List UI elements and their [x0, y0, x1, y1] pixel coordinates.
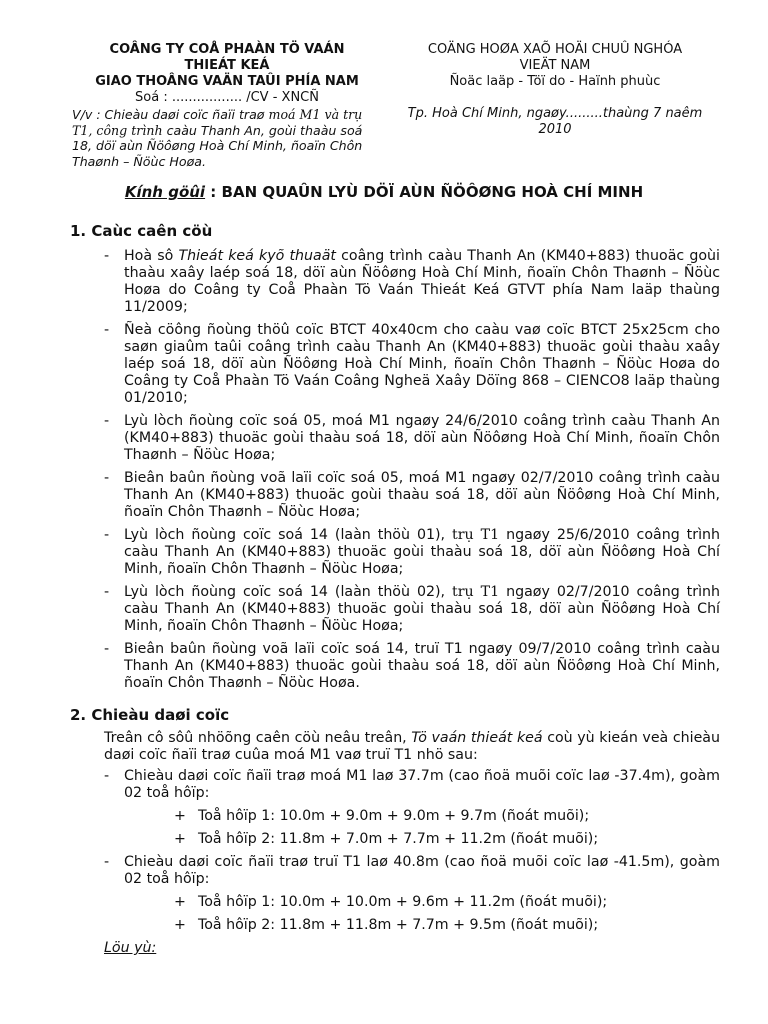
list-item: - Chieàu daøi coïc ñaïi traø truï T1 laø 40.8m (cao ñoä muõi coïc laø -41.5m), goàm 02 toå hôïp: [104, 854, 720, 887]
combination-item: + Toå hôïp 1: 10.0m + 10.0m + 9.6m + 11.2m (ñoát muõi); [174, 894, 608, 910]
document-number: Soá : ................. /CV - XNCÑ [135, 90, 319, 105]
section2-body [104, 730, 720, 957]
national-header [400, 42, 710, 138]
section1-heading: 1. Caùc caên cöù [70, 222, 213, 240]
document-subject: V/v : Chieàu daøi coïc ñaïi traø moá M1 và trụ T1, công trình caàu Thanh An, goùi thaàu soá 18, döï aùn Ñöôøng Hoà Chí Minh, ñoaïn Chôn Thaønh – Ñöùc Hoøa. [72, 107, 363, 169]
national-title-line2: VIEÄT NAM [519, 58, 591, 73]
list-item: - Lyù lòch ñoùng coïc soá 14 (laàn thöù 01), trụ T1 ngaøy 25/6/2010 coâng trình caàu Thanh An (KM40+883) thuoäc goùi thaàu soá 18, döï aùn Ñöôøng Hoà Chí Minh, ñoaïn Chôn Thaønh – Ñöùc Hoøa; [104, 527, 720, 577]
list-item: - Chieàu daøi coïc ñaïi traø moá M1 laø 37.7m (cao ñoä muõi coïc laø -37.4m), goàm 02 toå hôïp: [104, 768, 720, 801]
list-item: - Bieân baûn ñoùng voã laïi coïc soá 14, truï T1 ngaøy 09/7/2010 coâng trình caàu Thanh An (KM40+883) thuoäc goùi thaàu soá 18, döï aùn Ñöôøng Hoà Chí Minh, ñoaïn Chôn Thaønh – Ñöùc Hoøa. [104, 641, 720, 691]
company-name-line1: COÂNG TY COÅ PHAÀN TÖ VAÁN [109, 42, 345, 57]
section2-intro: Treân cô sôû nhöõng caên cöù neâu treân, Tö vaán thieát keá coù yù kieán veà chieàu daøi coïc ñaïi traø cuûa moá M1 vaø truï T1 nhö sau: [104, 730, 720, 763]
list-item: - Lyù lòch ñoùng coïc soá 05, moá M1 ngaøy 24/6/2010 coâng trình caàu Thanh An (KM40+883) thuoäc goùi thaàu soá 18, döï aùn Ñöôøng Hoà Chí Minh, ñoaïn Chôn Thaønh – Ñöùc Hoøa; [104, 413, 720, 463]
recipient-label: Kính göûi [124, 183, 206, 201]
list-item: - Bieân baûn ñoùng voã laïi coïc soá 05, moá M1 ngaøy 02/7/2010 coâng trình caàu Thanh An (KM40+883) thuoäc goùi thaàu soá 18, döï aùn Ñöôøng Hoà Chí Minh, ñoaïn Chôn Thaønh – Ñöùc Hoøa; [104, 470, 720, 520]
recipient-name: : BAN QUAÛN LYÙ DÖÏ AÙN ÑÖÔØNG HOÀ CHÍ MINH [205, 183, 644, 201]
recipient-line [0, 183, 768, 201]
combination-item: + Toå hôïp 1: 10.0m + 9.0m + 9.0m + 9.7m (ñoát muõi); [174, 808, 590, 824]
national-title-line1: COÄNG HOØA XAÕ HOÄI CHUÛ NGHÓA [427, 42, 683, 57]
national-motto: Ñoäc laäp - Töï do - Haïnh phuùc [449, 74, 661, 89]
list-item: - Hoà sô Thieát keá kyõ thuaät coâng trình caàu Thanh An (KM40+883) thuoäc goùi thaàu xaây laép soá 18, döï aùn Ñöôøng Hoà Chí Minh, ñoaïn Chôn Thaønh – Ñöùc Hoøa do Coâng ty Coå Phaàn Tö Vaán Thieát Keá GTVT phía Nam laäp thaùng 11/2009; [104, 248, 720, 315]
combination-item: + Toå hôïp 2: 11.8m + 7.0m + 7.7m + 11.2m (ñoát muõi); [174, 831, 599, 847]
document-date: Tp. Hoà Chí Minh, ngaøy.........thaùng 7 naêm 2010 [407, 106, 703, 137]
combination-item: + Toå hôïp 2: 11.8m + 11.8m + 7.7m + 9.5m (ñoát muõi); [174, 917, 599, 933]
company-name-line2: THIEÁT KEÁ [184, 58, 270, 73]
section1-list [104, 248, 720, 698]
list-item: - Ñeà cöông ñoùng thöû coïc BTCT 40x40cm cho caàu vaø coïc BTCT 25x25cm cho saøn giaûm taûi coâng trình caàu Thanh An (KM40+883) thuoäc goùi thaàu xaây laép soá 18, döï aùn Ñöôøng Hoà Chí Minh, ñoaïn Chôn Thaønh – Ñöùc Hoøa do Coâng ty Coå Phaàn Tö Vaán Coâng Ngheä Xaây Döïng 868 – CIENCO8 laäp thaùng 01/2010; [104, 322, 720, 406]
company-name-line3: GIAO THOÂNG VAÄN TAÛI PHÍA NAM [95, 74, 359, 89]
section2-heading: 2. Chieàu daøi coïc [70, 706, 230, 724]
list-item: - Lyù lòch ñoùng coïc soá 14 (laàn thöù 02), trụ T1 ngaøy 02/7/2010 coâng trình caàu Thanh An (KM40+883) thuoäc goùi thaàu soá 18, döï aùn Ñöôøng Hoà Chí Minh, ñoaïn Chôn Thaønh – Ñöùc Hoøa; [104, 584, 720, 634]
sender-header [72, 42, 382, 169]
note-label: Löu yù: [104, 940, 157, 956]
